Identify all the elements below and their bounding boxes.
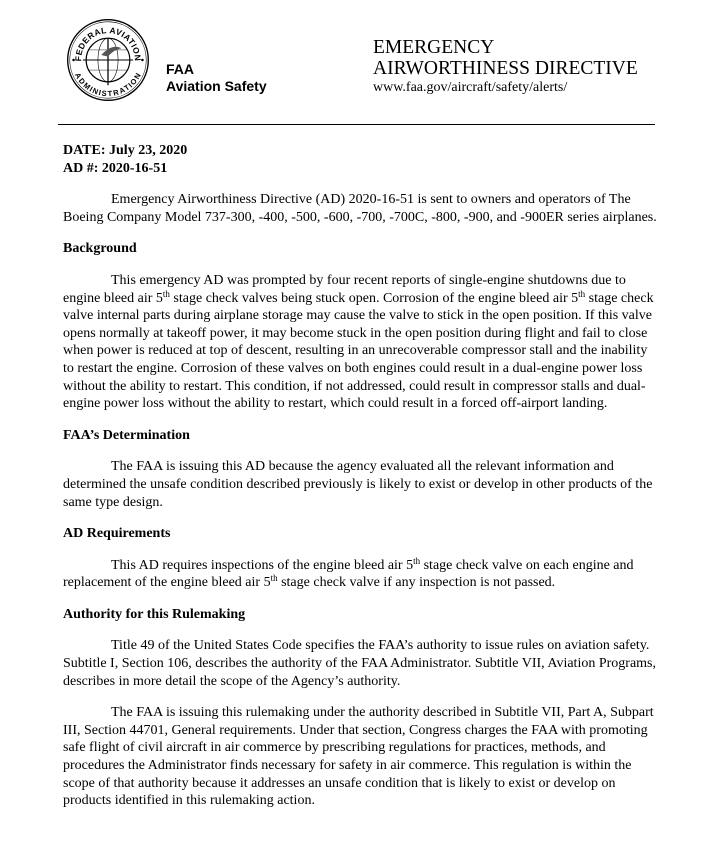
- document-title: [373, 37, 638, 79]
- background-paragraph: This emergency AD was prompted by four recent reports of single-engine shutdowns due to engine bleed air 5th stage check valves being stuck open. Corrosion of the engine bleed air 5th stage check valve internal parts during airplane storage may cause the valve to stick in the open position. If this valve opens normally at takeoff power, it may become stuck in the open position during flight and fail to close when power is reduced at top of descent, resulting in an unrecoverable compressor stall and the inability to restart the engine. Corrosion of these valves on both engines could result in a dual-engine power loss without the ability to restart. This condition, if not addressed, could result in compressor stalls and dual-engine power loss without the ability to restart, which could result in a forced off-airport landing.: [63, 272, 654, 412]
- heading-authority: Authority for this Rulemaking: [63, 606, 246, 622]
- svg-text:ADMINISTRATION: ADMINISTRATION: [73, 71, 143, 99]
- authority-paragraph-2: The FAA is issuing this rulemaking under the authority described in Subtitle VII, Part A, Subpart III, Section 44701, General requirements. Under that section, Congress charges the FAA with promoting safe flight of civil aircraft in air commerce by prescribing regulations for practices, methods, and procedures the Administrator finds necessary for safety in air commerce. This regulation is within the scope of that authority because it addresses an unsafe condition that is likely to exist or develop on products identified in this rulemaking action.: [63, 705, 654, 809]
- org-line-faa: FAA: [166, 61, 194, 77]
- determination-paragraph: The FAA is issuing this AD because the agency evaluated all the relevant information and determined the unsafe condition described previously is likely to exist or develop in other products of the same type design.: [63, 459, 653, 510]
- heading-ad-requirements: AD Requirements: [63, 526, 171, 542]
- org-name: [166, 61, 267, 95]
- alerts-url: www.faa.gov/aircraft/safety/alerts/: [373, 80, 568, 95]
- ad-number-line: AD #: 2020-16-51: [63, 160, 168, 176]
- document-body: [63, 142, 658, 810]
- faa-seal-icon: [66, 18, 150, 102]
- authority-paragraph-1: Title 49 of the United States Code specifies the FAA’s authority to issue rules on aviation safety. Subtitle I, Section 106, describes the authority of the FAA Administrator. Subtitle VII, Aviation Programs, describes in more detail the scope of the Agency’s authority.: [63, 638, 656, 689]
- document-header: [0, 0, 722, 130]
- requirements-paragraph: This AD requires inspections of the engine bleed air 5th stage check valve on each engine and replacement of the engine bleed air 5th stage check valve if any inspection is not passed.: [63, 555, 634, 591]
- title-line-2: AIRWORTHINESS DIRECTIVE: [373, 58, 638, 79]
- svg-text:FEDERAL AVIATION: FEDERAL AVIATION: [73, 25, 144, 62]
- org-line-aviation-safety: Aviation Safety: [166, 78, 267, 94]
- heading-background: Background: [63, 241, 137, 257]
- title-line-1: EMERGENCY: [373, 37, 495, 58]
- intro-paragraph: Emergency Airworthiness Directive (AD) 2020-16-51 is sent to owners and operators of The Boeing Company Model 737-300, -400, -500, -600, -700, -700C, -800, -900, and -900ER series airplanes.: [63, 192, 657, 225]
- date-line: DATE: July 23, 2020: [63, 143, 188, 158]
- heading-faa-determination: FAA’s Determination: [63, 427, 190, 443]
- header-divider: [58, 124, 655, 125]
